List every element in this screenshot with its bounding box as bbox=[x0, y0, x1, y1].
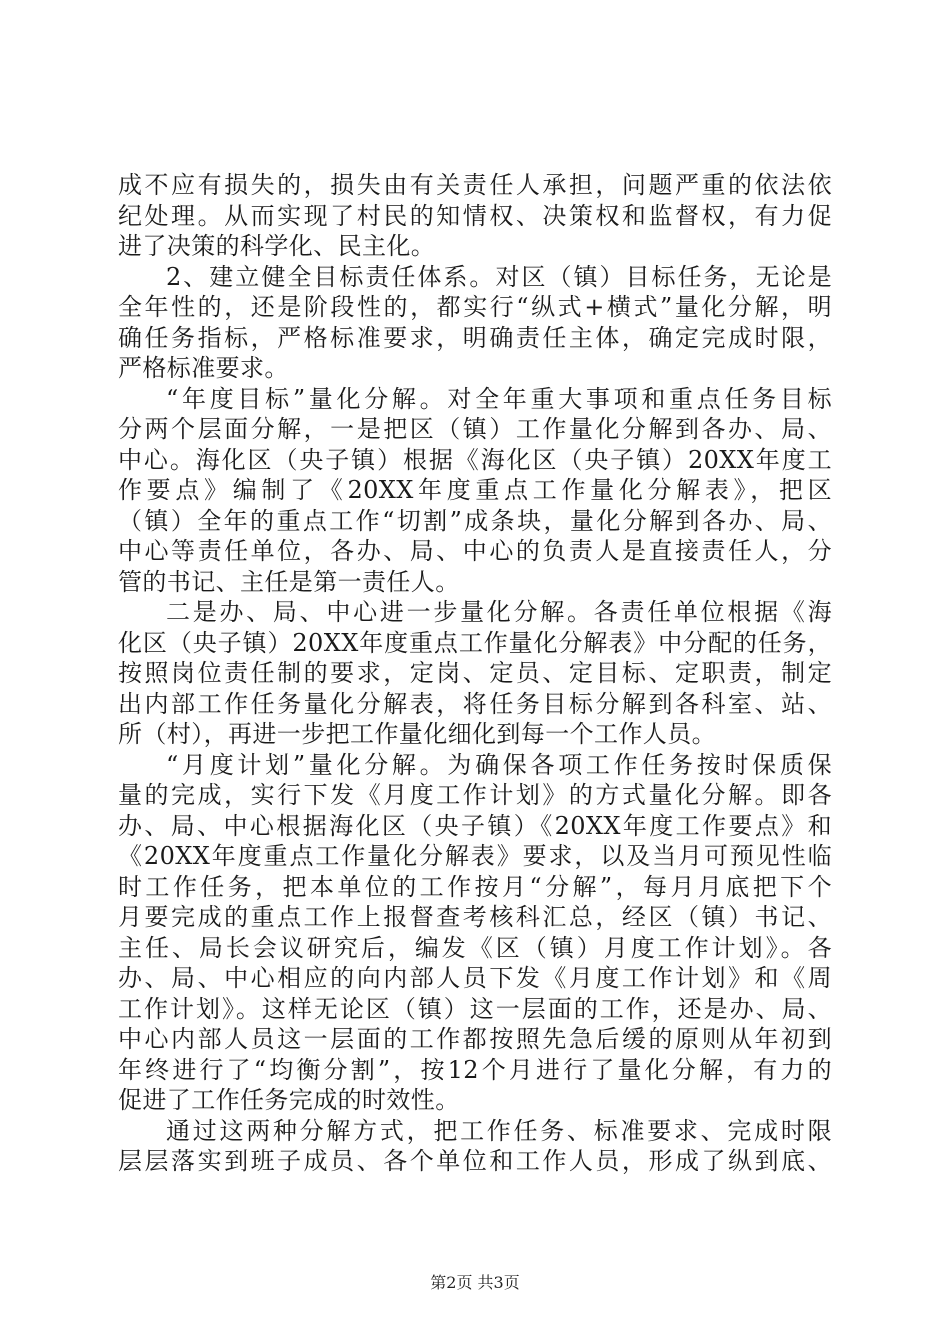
text-line: 严格标准要求。 bbox=[118, 354, 289, 382]
text-line: 主任、局长会议研究后，编发《区（镇）月度工作计划》。各 bbox=[118, 933, 832, 962]
text-line: 通过这两种分解方式，把工作任务、标准要求、完成时限 bbox=[166, 1116, 832, 1145]
text-line: 化区（央子镇）20XX年度重点工作量化分解表》中分配的任务， bbox=[118, 628, 832, 657]
text-line: 全年性的，还是阶段性的，都实行“纵式+横式”量化分解，明 bbox=[118, 293, 832, 321]
text-line: 层层落实到班子成员、各个单位和工作人员，形成了纵到底、 bbox=[118, 1147, 832, 1175]
text-line: 管的书记、主任是第一责任人。 bbox=[118, 567, 460, 596]
text-line: 所（村），再进一步把工作量化细化到每一个工作人员。 bbox=[118, 720, 716, 748]
text-line: 月要完成的重点工作上报督查考核科汇总，经区（镇）书记、 bbox=[118, 903, 832, 931]
text-line: 中心。海化区（央子镇）根据《海化区（央子镇）20XX年度工 bbox=[118, 445, 832, 474]
text-line: 办、局、中心根据海化区（央子镇）《20XX年度工作要点》和 bbox=[118, 811, 832, 840]
page-footer: 第2页 共3页 bbox=[430, 1273, 520, 1292]
text-line: 分两个层面分解，一是把区（镇）工作量化分解到各办、局、 bbox=[118, 415, 832, 443]
text-line: “年度目标”量化分解。对全年重大事项和重点任务目标 bbox=[166, 384, 832, 413]
text-line: 中心等责任单位，各办、局、中心的负责人是直接责任人，分 bbox=[118, 537, 832, 565]
text-line: 纪处理。从而实现了村民的知情权、决策权和监督权，有力促 bbox=[118, 201, 832, 230]
text-line: 《20XX年度重点工作量化分解表》要求，以及当月可预见性临 bbox=[118, 842, 832, 870]
text-line: 年终进行了“均衡分割”，按12个月进行了量化分解，有力的 bbox=[118, 1055, 832, 1084]
text-line: 2、建立健全目标责任体系。对区（镇）目标任务，无论是 bbox=[166, 262, 832, 291]
text-line: 量的完成，实行下发《月度工作计划》的方式量化分解。即各 bbox=[118, 781, 832, 809]
text-line: 办、局、中心相应的向内部人员下发《月度工作计划》和《周 bbox=[118, 964, 832, 992]
text-line: 出内部工作任务量化分解表，将任务目标分解到各科室、站、 bbox=[118, 689, 832, 718]
text-line: 中心内部人员这一层面的工作都按照先急后缓的原则从年初到 bbox=[118, 1025, 832, 1053]
text-line: 成不应有损失的，损失由有关责任人承担，问题严重的依法依 bbox=[118, 171, 832, 199]
text-line: 促进了工作任务完成的时效性。 bbox=[118, 1086, 460, 1114]
document-body bbox=[118, 170, 832, 1177]
text-line: 按照岗位责任制的要求，定岗、定员、定目标、定职责，制定 bbox=[118, 659, 832, 687]
text-line: 作要点》编制了《20XX年度重点工作量化分解表》，把区 bbox=[118, 476, 832, 504]
text-line: 二是办、局、中心进一步量化分解。各责任单位根据《海 bbox=[166, 598, 832, 626]
text-line: 确任务指标，严格标准要求，明确责任主体，确定完成时限， bbox=[118, 323, 832, 352]
text-line: “月度计划”量化分解。为确保各项工作任务按时保质保 bbox=[166, 750, 832, 779]
text-line: 进了决策的科学化、民主化。 bbox=[118, 232, 436, 260]
text-line: （镇）全年的重点工作“切割”成条块，量化分解到各办、局、 bbox=[118, 506, 832, 535]
text-line: 工作计划》。这样无论区（镇）这一层面的工作，还是办、局、 bbox=[118, 994, 832, 1023]
text-line: 时工作任务，把本单位的工作按月“分解”，每月月底把下个 bbox=[118, 872, 832, 901]
